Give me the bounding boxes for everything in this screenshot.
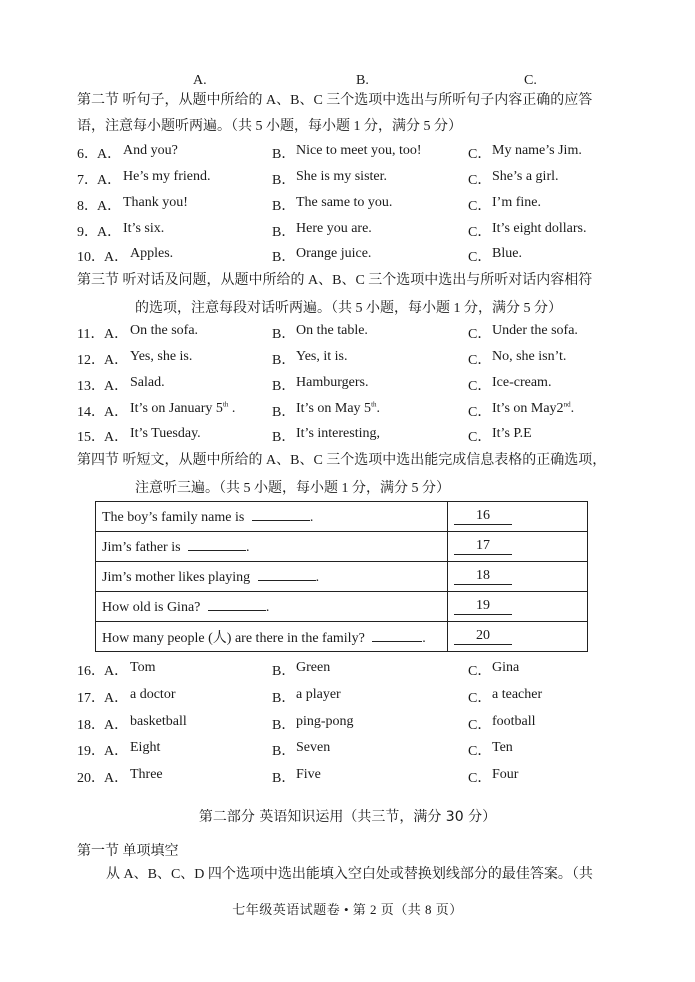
option-b-text: Seven — [296, 740, 331, 755]
option-b-label: B． — [272, 405, 296, 420]
question-row — [77, 375, 637, 395]
option-b-text: Here you are. — [296, 221, 372, 236]
part2-section1-title: 第一节 单项填空 — [77, 844, 179, 859]
option-a-label: A． — [97, 199, 122, 214]
question-row — [77, 714, 637, 734]
option-c-text: It’s eight dollars. — [492, 221, 587, 236]
option-a-label: A． — [104, 718, 129, 733]
table-prompt-tail: . — [309, 509, 314, 525]
option-a-label: A． — [104, 250, 129, 265]
table-prompt-tail: . — [315, 569, 320, 585]
question-row — [77, 401, 637, 421]
option-b-label: B． — [272, 664, 296, 679]
option-a-text: basketball — [130, 714, 187, 729]
question-row — [77, 687, 637, 707]
option-a-label: A． — [104, 771, 129, 786]
option-a-label: A． — [104, 430, 129, 445]
option-a-text-main: It’s on January 5 — [130, 401, 223, 416]
option-b-label: B． — [272, 353, 296, 368]
option-c-text: I’m fine. — [492, 195, 541, 210]
option-a-text: Yes, she is. — [130, 349, 193, 364]
option-a-label: A． — [97, 173, 122, 188]
option-a-label: A． — [97, 147, 122, 162]
option-b-text: Nice to meet you, too! — [296, 143, 422, 158]
question-row — [77, 195, 637, 215]
option-a-text: It’s six. — [123, 221, 165, 236]
option-c-label: C． — [468, 691, 492, 706]
option-a-label: A． — [104, 664, 129, 679]
option-b-text: The same to you. — [296, 195, 393, 210]
option-c-label: C． — [468, 430, 492, 445]
option-c-label: C． — [468, 250, 492, 265]
option-c-label: C． — [468, 199, 492, 214]
option-a-label: A． — [104, 405, 129, 420]
option-b-text: a player — [296, 687, 341, 702]
option-a-text — [130, 401, 235, 417]
page-footer: 七年级英语试题卷 • 第 2 页（共 8 页） — [232, 902, 463, 917]
option-c-text: It’s P.E — [492, 426, 532, 441]
option-b-label: B． — [272, 430, 296, 445]
answer-number: 18 — [454, 568, 512, 585]
option-c-text: Ice-cream. — [492, 375, 552, 390]
option-b-label: B． — [272, 225, 296, 240]
option-a-text: Three — [130, 767, 163, 782]
section4-title-cont: 注意听三遍。（共 5 小题，每小题 1 分，满分 5 分） — [135, 481, 450, 496]
ordinal-suffix: th — [222, 400, 229, 409]
option-c-label: C． — [468, 353, 492, 368]
section4-title: 第四节 听短文，从题中所给的 A、B、C 三个选项中选出能完成信息表格的正确选项， — [77, 453, 607, 468]
option-b-label: B． — [272, 199, 296, 214]
option-c-text: Gina — [492, 660, 520, 675]
header-option-c: C. — [524, 73, 537, 88]
table-prompt: How old is Gina? — [102, 599, 201, 615]
option-c-text: football — [492, 714, 536, 729]
option-c-text: a teacher — [492, 687, 543, 702]
question-row — [77, 143, 637, 163]
table-row — [96, 562, 588, 592]
question-number: 9． — [77, 225, 98, 240]
option-c-label: C． — [468, 173, 492, 188]
option-c-label: C． — [468, 405, 492, 420]
part2-title: 第二部分 英语知识运用（共三节，满分 30 分） — [198, 809, 497, 825]
option-a-label: A． — [104, 744, 129, 759]
answer-number: 17 — [454, 538, 512, 555]
header-option-b: B. — [356, 73, 369, 88]
option-b-text: ping-pong — [296, 714, 354, 729]
table-prompt-tail: . — [422, 630, 426, 646]
blank-line — [258, 568, 316, 581]
option-b-label: B． — [272, 771, 296, 786]
table-answer-cell — [448, 592, 588, 622]
option-b-text: It’s interesting, — [296, 426, 380, 441]
question-row — [77, 740, 637, 760]
option-a-label: A． — [104, 691, 129, 706]
table-prompt-cell — [96, 592, 448, 622]
option-b-text-tail: . — [376, 401, 381, 416]
table-prompt: Jim’s mother likes playing — [102, 569, 251, 585]
option-b-text: Orange juice. — [296, 246, 372, 261]
option-a-text: a doctor — [130, 687, 176, 702]
table-prompt: The boy’s family name is — [102, 509, 245, 525]
question-row — [77, 349, 637, 369]
question-number: 14． — [77, 405, 105, 420]
question-row — [77, 767, 637, 787]
table-prompt-cell — [96, 622, 448, 652]
question-number: 16． — [77, 664, 105, 679]
table-answer-cell — [448, 502, 588, 532]
option-a-text: Apples. — [130, 246, 174, 261]
option-b-text — [296, 401, 380, 417]
option-a-text: Thank you! — [123, 195, 188, 210]
table-prompt: Jim’s father is — [102, 539, 181, 555]
table-row — [96, 592, 588, 622]
answer-number: 19 — [454, 598, 512, 615]
question-number: 20． — [77, 771, 105, 786]
question-number: 18． — [77, 718, 105, 733]
option-b-label: B． — [272, 250, 296, 265]
option-b-text: She is my sister. — [296, 169, 388, 184]
option-a-text: Tom — [130, 660, 156, 675]
option-b-text: On the table. — [296, 323, 368, 338]
question-number: 6． — [77, 147, 98, 162]
table-prompt-tail: . — [265, 599, 270, 615]
ordinal-suffix: th — [371, 400, 377, 409]
table-row — [96, 532, 588, 562]
question-number: 13． — [77, 379, 105, 394]
option-c-label: C． — [468, 744, 492, 759]
part2-instruction: 从 A、B、C、D 四个选项中选出能填入空白处或替换划线部分的最佳答案。（共 — [106, 867, 593, 882]
section2-title: 第二节 听句子，从题中所给的 A、B、C 三个选项中选出与所听句子内容正确的应答 — [77, 93, 593, 108]
section2-title-cont: 语，注意每小题听两遍。（共 5 小题，每小题 1 分，满分 5 分） — [77, 119, 462, 134]
option-b-text-main: It’s on May 5 — [296, 401, 372, 416]
question-row — [77, 246, 637, 266]
option-c-label: C． — [468, 225, 492, 240]
option-c-text — [492, 401, 574, 417]
option-c-text: No, she isn’t. — [492, 349, 567, 364]
option-c-text: Under the sofa. — [492, 323, 578, 338]
option-c-text: Four — [492, 767, 519, 782]
blank-line — [372, 629, 422, 642]
option-b-label: B． — [272, 718, 296, 733]
option-b-label: B． — [272, 379, 296, 394]
option-b-text: Hamburgers. — [296, 375, 369, 390]
option-a-label: A． — [104, 327, 129, 342]
table-prompt-tail: . — [246, 539, 250, 555]
option-c-text: My name’s Jim. — [492, 143, 582, 158]
table-prompt-cell — [96, 562, 448, 592]
answer-number: 16 — [454, 508, 512, 525]
table-row — [96, 502, 588, 532]
table-prompt-cell — [96, 502, 448, 532]
option-c-text: Blue. — [492, 246, 522, 261]
table-answer-cell — [448, 532, 588, 562]
option-a-text: And you? — [123, 143, 178, 158]
question-number: 15． — [77, 430, 105, 445]
option-b-label: B． — [272, 327, 296, 342]
option-b-label: B． — [272, 744, 296, 759]
question-row — [77, 323, 637, 343]
option-c-label: C． — [468, 664, 492, 679]
question-number: 19． — [77, 744, 105, 759]
option-b-text: Yes, it is. — [296, 349, 348, 364]
blank-line — [208, 598, 266, 611]
option-a-text: On the sofa. — [130, 323, 199, 338]
question-number: 7． — [77, 173, 98, 188]
question-number: 17． — [77, 691, 105, 706]
option-c-text-main: It’s on May2 — [492, 401, 564, 416]
option-a-text: It’s Tuesday. — [130, 426, 201, 441]
option-c-label: C． — [468, 771, 492, 786]
option-c-label: C． — [468, 718, 492, 733]
option-b-label: B． — [272, 691, 296, 706]
table-prompt: How many people (人) are there in the family? — [102, 630, 365, 646]
option-a-label: A． — [104, 353, 129, 368]
option-a-text: He’s my friend. — [123, 169, 211, 184]
table-answer-cell — [448, 622, 588, 652]
option-c-text: She’s a girl. — [492, 169, 559, 184]
option-b-text: Five — [296, 767, 321, 782]
option-b-label: B． — [272, 173, 296, 188]
section3-title: 第三节 听对话及问题，从题中所给的 A、B、C 三个选项中选出与所听对话内容相符 — [77, 273, 593, 288]
table-answer-cell — [448, 562, 588, 592]
header-option-a: A. — [193, 73, 207, 88]
blank-line — [188, 538, 246, 551]
option-a-text: Salad. — [130, 375, 165, 390]
answer-number: 20 — [454, 628, 512, 645]
question-number: 12． — [77, 353, 105, 368]
option-b-label: B． — [272, 147, 296, 162]
option-c-label: C． — [468, 379, 492, 394]
section3-title-cont: 的选项，注意每段对话听两遍。（共 5 小题，每小题 1 分，满分 5 分） — [135, 301, 562, 316]
option-c-text: Ten — [492, 740, 513, 755]
question-row — [77, 426, 637, 446]
option-b-text: Green — [296, 660, 331, 675]
option-a-label: A． — [104, 379, 129, 394]
option-c-text-tail: . — [570, 401, 575, 416]
question-row — [77, 169, 637, 189]
question-number: 11． — [77, 327, 105, 342]
question-number: 10． — [77, 250, 105, 265]
info-table — [95, 501, 588, 652]
option-a-text: Eight — [130, 740, 161, 755]
option-a-label: A． — [97, 225, 122, 240]
question-number: 8． — [77, 199, 98, 214]
table-row — [96, 622, 588, 652]
question-row — [77, 221, 637, 241]
question-row — [77, 660, 637, 680]
option-c-label: C． — [468, 327, 492, 342]
table-prompt-cell — [96, 532, 448, 562]
ordinal-suffix: nd — [563, 400, 571, 409]
option-a-text-tail: . — [228, 401, 236, 416]
option-c-label: C． — [468, 147, 492, 162]
blank-line — [252, 508, 310, 521]
